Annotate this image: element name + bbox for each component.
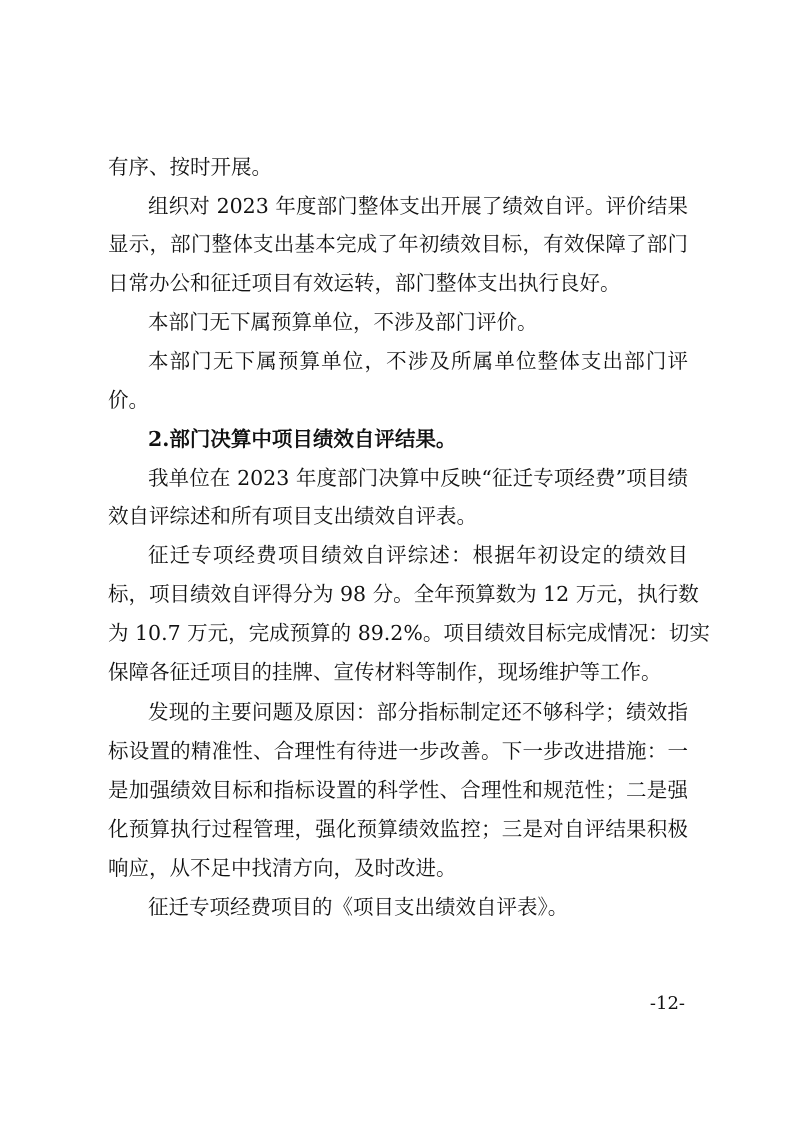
paragraph-line: 保障各征迁项目的挂牌、宣传材料等制作，现场维护等工作。 <box>108 660 662 684</box>
paragraph-line: 组织对 2023 年度部门整体支出开展了绩效自评。评价结果 <box>148 194 688 218</box>
paragraph-line: 发现的主要问题及原因：部分指标制定还不够科学；绩效指 <box>148 700 688 724</box>
paragraph-line: 化预算执行过程管理，强化预算绩效监控；三是对自评结果积极 <box>108 817 688 841</box>
paragraph-line: 我单位在 2023 年度部门决算中反映“征迁专项经费”项目绩 <box>148 466 688 490</box>
paragraph-line: 是加强绩效目标和指标设置的科学性、合理性和规范性；二是强 <box>108 778 688 802</box>
paragraph-line: 征迁专项经费项目绩效自评综述：根据年初设定的绩效目 <box>148 543 688 567</box>
paragraph-line: 为 10.7 万元，完成预算的 89.2%。项目绩效目标完成情况：切实 <box>108 621 710 645</box>
paragraph-line: 日常办公和征迁项目有效运转，部门整体支出执行良好。 <box>108 271 621 295</box>
paragraph-line: 本部门无下属预算单位，不涉及所属单位整体支出部门评 <box>148 349 688 373</box>
paragraph-line: 标设置的精准性、合理性有待进一步改善。下一步改进措施：一 <box>108 739 688 763</box>
paragraph-line: 价。 <box>108 388 149 412</box>
paragraph-line: 征迁专项经费项目的《项目支出绩效自评表》。 <box>148 895 569 919</box>
paragraph-line: 显示，部门整体支出基本完成了年初绩效目标，有效保障了部门 <box>108 232 688 256</box>
paragraph-line: 效自评综述和所有项目支出绩效自评表。 <box>108 504 477 528</box>
paragraph-line: 本部门无下属预算单位，不涉及部门评价。 <box>148 310 538 334</box>
paragraph-line: 响应，从不足中找清方向，及时改进。 <box>108 856 457 880</box>
section-heading: 2.部门决算中项目绩效自评结果。 <box>148 427 457 451</box>
paragraph-line: 有序、按时开展。 <box>108 155 272 179</box>
page-number: -12- <box>649 993 685 1014</box>
paragraph-line: 标，项目绩效自评得分为 98 分。全年预算数为 12 万元，执行数 <box>108 582 699 606</box>
